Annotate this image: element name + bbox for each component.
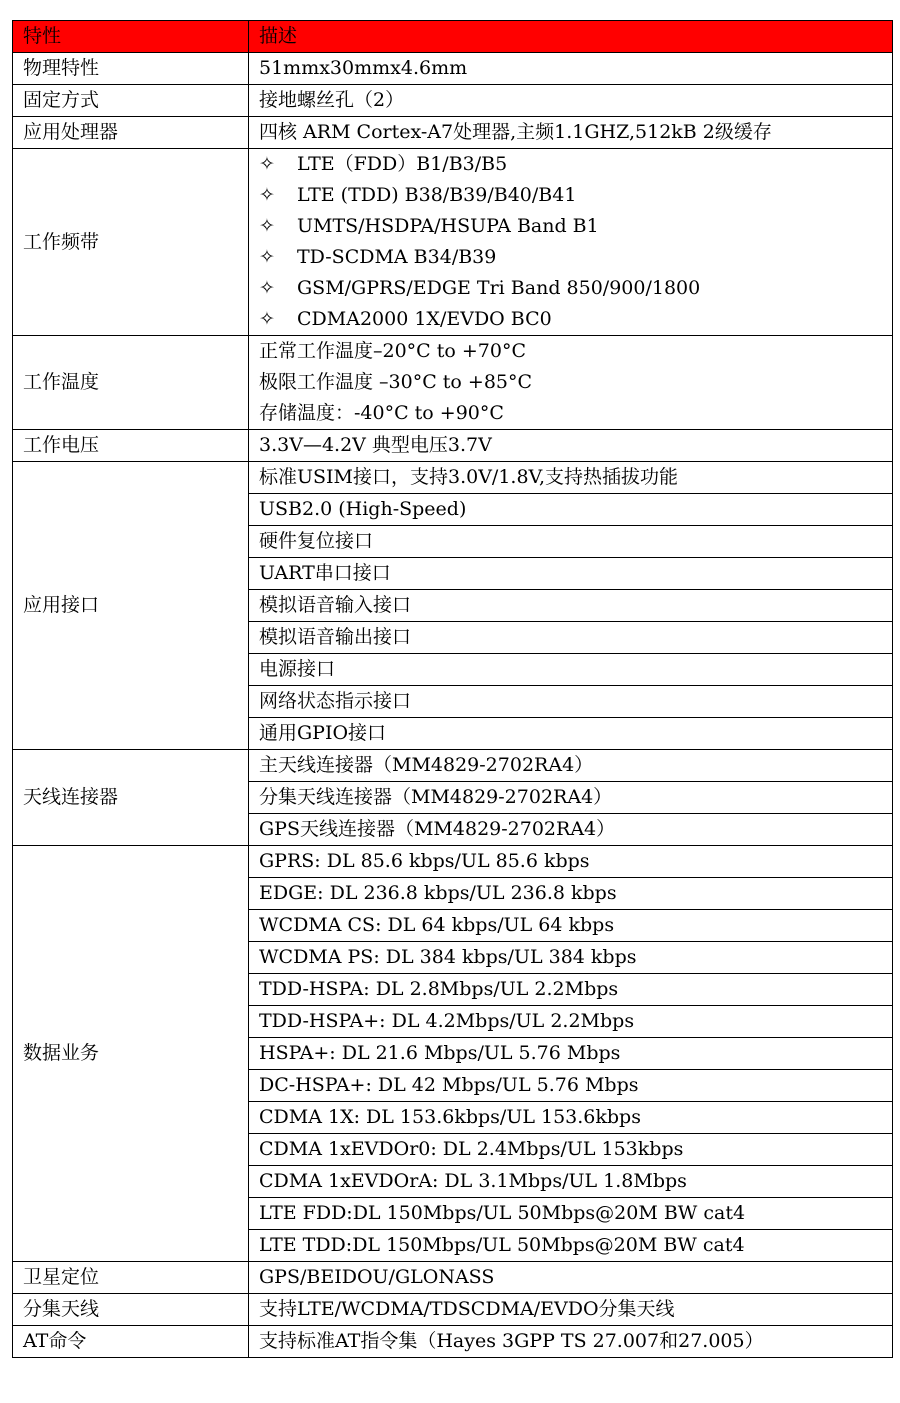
row-antenna-connectors bbox=[13, 750, 893, 782]
list-item: GPRS: DL 85.6 kbps/UL 85.6 kbps bbox=[249, 846, 893, 878]
row-physical bbox=[13, 53, 893, 85]
row-label: 物理特性 bbox=[13, 53, 249, 85]
list-item: 模拟语音输出接口 bbox=[249, 622, 893, 654]
row-label: 固定方式 bbox=[13, 85, 249, 117]
row-interfaces bbox=[13, 462, 893, 494]
list-item: GPS天线连接器（MM4829-2702RA4） bbox=[249, 814, 893, 846]
list-item: ✧ TD-SCDMA B34/B39 bbox=[259, 242, 882, 273]
list-item: 正常工作温度–20°C to +70°C bbox=[259, 340, 527, 362]
list-item: CDMA 1X: DL 153.6kbps/UL 153.6kbps bbox=[249, 1102, 893, 1134]
list-item: ✧ GSM/GPRS/EDGE Tri Band 850/900/1800 bbox=[259, 273, 882, 304]
list-item: EDGE: DL 236.8 kbps/UL 236.8 kbps bbox=[249, 878, 893, 910]
list-item: ✧ UMTS/HSDPA/HSUPA Band B1 bbox=[259, 211, 882, 242]
bands-list bbox=[249, 149, 893, 336]
row-label: 天线连接器 bbox=[13, 750, 249, 846]
list-item: 主天线连接器（MM4829-2702RA4） bbox=[249, 750, 893, 782]
spec-table bbox=[12, 20, 893, 1358]
list-item: 通用GPIO接口 bbox=[249, 718, 893, 750]
list-item: LTE FDD:DL 150Mbps/UL 50Mbps@20M BW cat4 bbox=[249, 1198, 893, 1230]
row-value: 接地螺丝孔（2） bbox=[249, 85, 893, 117]
row-value: 3.3V—4.2V 典型电压3.7V bbox=[249, 430, 893, 462]
row-label: 工作温度 bbox=[13, 336, 249, 430]
list-item: TDD-HSPA: DL 2.8Mbps/UL 2.2Mbps bbox=[249, 974, 893, 1006]
list-item: 硬件复位接口 bbox=[249, 526, 893, 558]
row-label: 数据业务 bbox=[13, 846, 249, 1262]
row-label: 分集天线 bbox=[13, 1294, 249, 1326]
row-label: 应用处理器 bbox=[13, 117, 249, 149]
row-value: 支持LTE/WCDMA/TDSCDMA/EVDO分集天线 bbox=[249, 1294, 893, 1326]
bullet-icon: ✧ bbox=[259, 308, 275, 330]
temperature-list bbox=[249, 336, 893, 430]
list-item: ✧ LTE (TDD) B38/B39/B40/B41 bbox=[259, 180, 882, 211]
row-label: 应用接口 bbox=[13, 462, 249, 750]
row-value: 四核 ARM Cortex-A7处理器,主频1.1GHZ,512kB 2级缓存 bbox=[249, 117, 893, 149]
bullet-icon: ✧ bbox=[259, 153, 275, 175]
list-item: 网络状态指示接口 bbox=[249, 686, 893, 718]
bullet-icon: ✧ bbox=[259, 184, 275, 206]
row-value: 51mmx30mmx4.6mm bbox=[249, 53, 893, 85]
row-value: GPS/BEIDOU/GLONASS bbox=[249, 1262, 893, 1294]
row-label: 卫星定位 bbox=[13, 1262, 249, 1294]
list-item: CDMA 1xEVDOrA: DL 3.1Mbps/UL 1.8Mbps bbox=[249, 1166, 893, 1198]
bullet-icon: ✧ bbox=[259, 277, 275, 299]
row-data-services bbox=[13, 846, 893, 878]
row-diversity bbox=[13, 1294, 893, 1326]
row-mounting bbox=[13, 85, 893, 117]
list-item: ✧ CDMA2000 1X/EVDO BC0 bbox=[259, 304, 882, 335]
header-description: 描述 bbox=[249, 21, 893, 53]
list-item: DC-HSPA+: DL 42 Mbps/UL 5.76 Mbps bbox=[249, 1070, 893, 1102]
list-item: 存储温度：-40°C to +90°C bbox=[259, 402, 504, 424]
table-header-row bbox=[13, 21, 893, 53]
list-item: WCDMA CS: DL 64 kbps/UL 64 kbps bbox=[249, 910, 893, 942]
list-item: WCDMA PS: DL 384 kbps/UL 384 kbps bbox=[249, 942, 893, 974]
list-item: CDMA 1xEVDOr0: DL 2.4Mbps/UL 153kbps bbox=[249, 1134, 893, 1166]
row-label: AT命令 bbox=[13, 1326, 249, 1358]
list-item: 标准USIM接口，支持3.0V/1.8V,支持热插拔功能 bbox=[249, 462, 893, 494]
list-item: LTE TDD:DL 150Mbps/UL 50Mbps@20M BW cat4 bbox=[249, 1230, 893, 1262]
bullet-icon: ✧ bbox=[259, 215, 275, 237]
row-at-commands bbox=[13, 1326, 893, 1358]
row-bands bbox=[13, 149, 893, 336]
list-item: 模拟语音输入接口 bbox=[249, 590, 893, 622]
row-gnss bbox=[13, 1262, 893, 1294]
list-item: HSPA+: DL 21.6 Mbps/UL 5.76 Mbps bbox=[249, 1038, 893, 1070]
row-label: 工作频带 bbox=[13, 149, 249, 336]
header-feature: 特性 bbox=[13, 21, 249, 53]
row-value: 支持标准AT指令集（Hayes 3GPP TS 27.007和27.005） bbox=[249, 1326, 893, 1358]
row-processor bbox=[13, 117, 893, 149]
list-item: 电源接口 bbox=[249, 654, 893, 686]
row-label: 工作电压 bbox=[13, 430, 249, 462]
list-item: UART串口接口 bbox=[249, 558, 893, 590]
list-item: TDD-HSPA+: DL 4.2Mbps/UL 2.2Mbps bbox=[249, 1006, 893, 1038]
list-item: ✧ LTE（FDD）B1/B3/B5 bbox=[259, 149, 882, 180]
list-item: USB2.0 (High-Speed) bbox=[249, 494, 893, 526]
list-item: 分集天线连接器（MM4829-2702RA4） bbox=[249, 782, 893, 814]
row-voltage bbox=[13, 430, 893, 462]
list-item: 极限工作温度 –30°C to +85°C bbox=[259, 371, 533, 393]
bullet-icon: ✧ bbox=[259, 246, 275, 268]
row-temperature bbox=[13, 336, 893, 430]
